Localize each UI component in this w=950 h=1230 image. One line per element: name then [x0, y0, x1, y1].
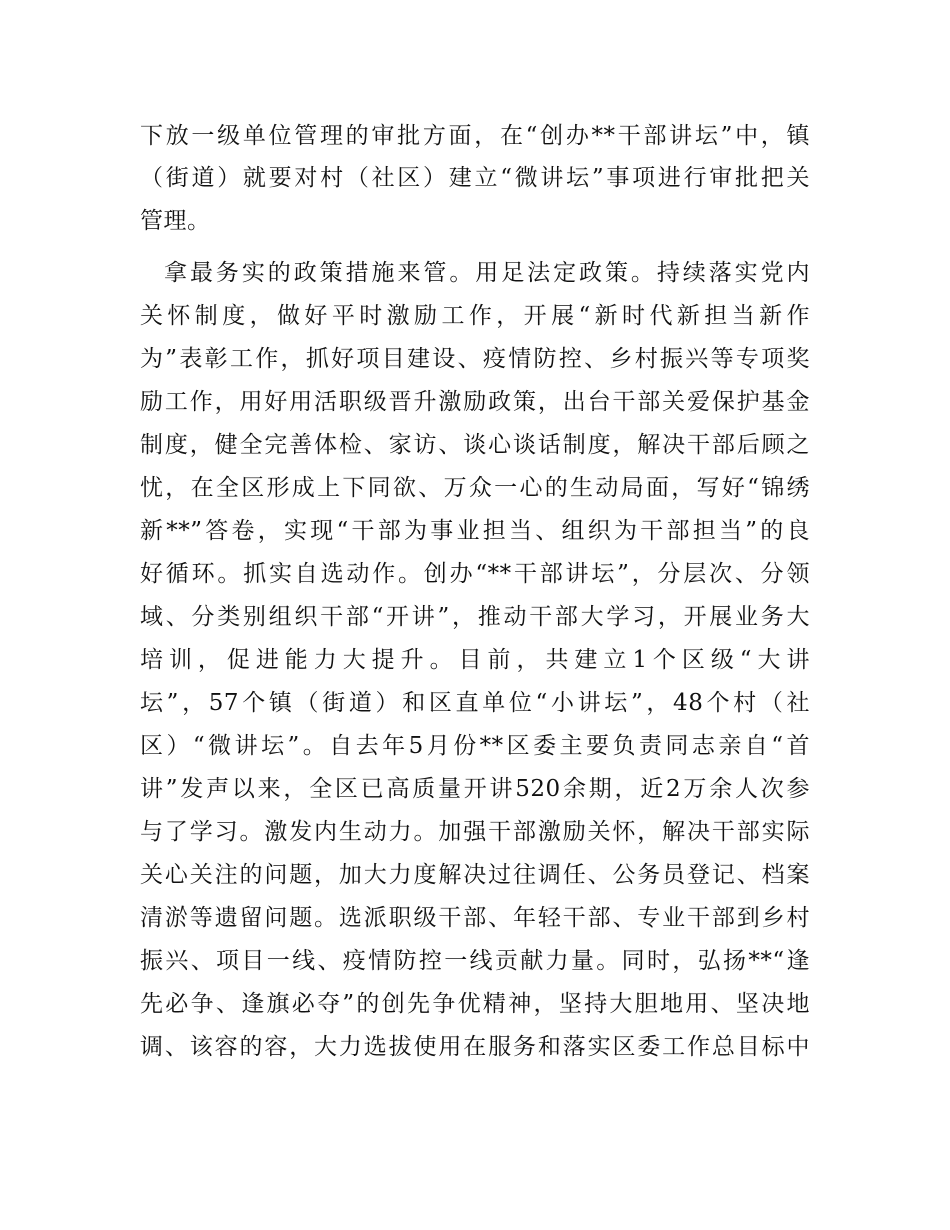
text-line-19: 清淤等遗留问题。选派职级干部、年轻干部、专业干部到乡村 [140, 905, 810, 931]
text-line-17: 与了学习。激发内生动力。加强干部激励关怀，解决干部实际 [140, 819, 810, 845]
text-line-18: 关心关注的问题，加大力度解决过往调任、公务员登记、档案 [140, 862, 810, 888]
text-line-11: 好循环。抓实自选动作。创办“**干部讲坛”，分层次、分领 [140, 561, 810, 587]
text-line-16: 讲”发声以来，全区已高质量开讲520余期，近2万余人次参 [140, 776, 810, 802]
text-line-9: 忧，在全区形成上下同欲、万众一心的生动局面，写好“锦绣 [140, 475, 810, 501]
text-line-2: （街道）就要对村（社区）建立“微讲坛”事项进行审批把关 [140, 165, 810, 191]
text-line-14: 坛”，57个镇（街道）和区直单位“小讲坛”，48个村（社 [140, 690, 810, 716]
text-line-10: 新**”答卷，实现“干部为事业担当、组织为干部担当”的良 [140, 518, 810, 544]
text-line-4: 拿最务实的政策措施来管。用足法定政策。持续落实党内 [164, 260, 810, 286]
text-line-20: 振兴、项目一线、疫情防控一线贡献力量。同时，弘扬**“逢 [140, 948, 810, 974]
text-line-7: 励工作，用好用活职级晋升激励政策，出台干部关爱保护基金 [140, 389, 810, 415]
text-line-12: 域、分类别组织干部“开讲”，推动干部大学习，开展业务大 [140, 604, 810, 630]
text-line-22: 调、该容的容，大力选拔使用在服务和落实区委工作总目标中 [140, 1034, 810, 1060]
text-line-1: 下放一级单位管理的审批方面，在“创办**干部讲坛”中，镇 [140, 123, 810, 149]
text-line-15: 区）“微讲坛”。自去年5月份**区委主要负责同志亲自“首 [140, 733, 810, 759]
text-line-13: 培训，促进能力大提升。目前，共建立1个区级“大讲 [140, 647, 810, 673]
text-line-3: 管理。 [140, 208, 211, 234]
text-line-21: 先必争、逢旗必夺”的创先争优精神，坚持大胆地用、坚决地 [140, 991, 810, 1017]
text-line-8: 制度，健全完善体检、家访、谈心谈话制度，解决干部后顾之 [140, 432, 810, 458]
text-line-6: 为”表彰工作，抓好项目建设、疫情防控、乡村振兴等专项奖 [140, 346, 810, 372]
text-line-5: 关怀制度，做好平时激励工作，开展“新时代新担当新作 [140, 303, 810, 329]
